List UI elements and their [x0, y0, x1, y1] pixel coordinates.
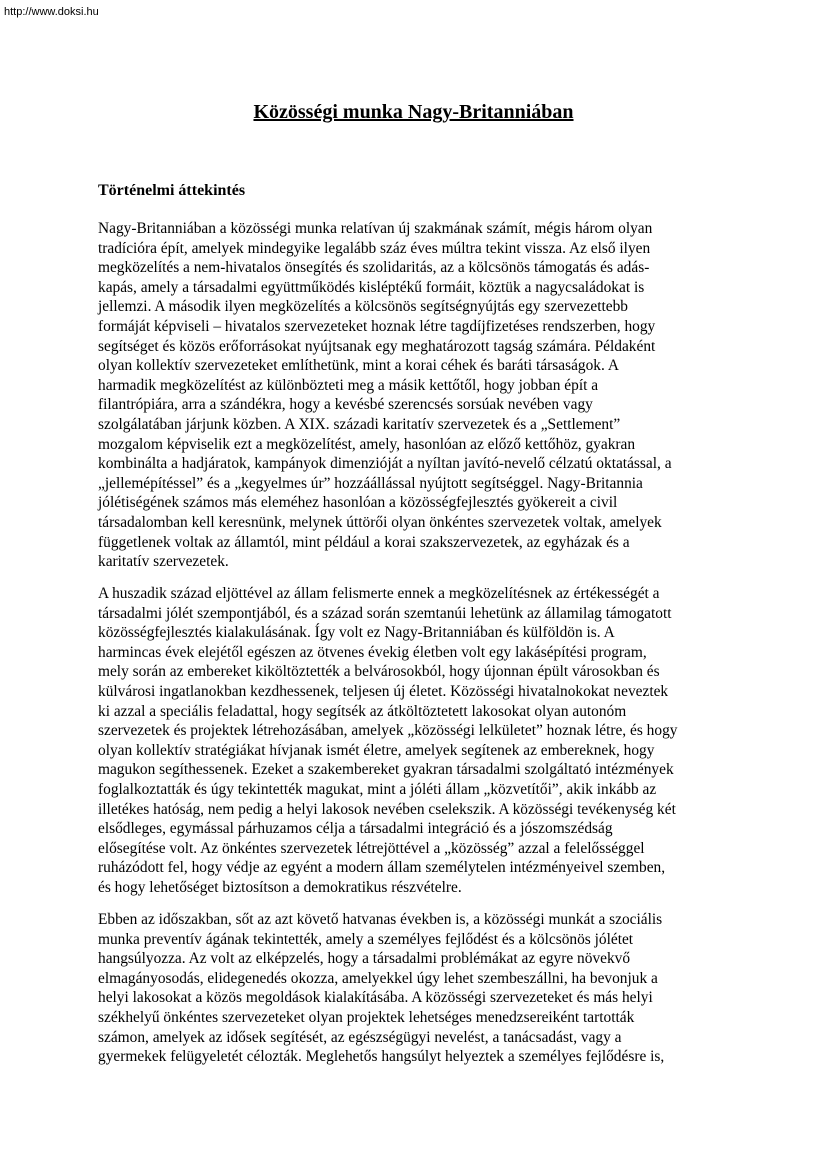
text-line: filantrópiára, arra a szándékra, hogy a kevésbé szerencsés sorsúak nevében vagy — [98, 396, 593, 414]
text-line: segítséget és közös erőforrásokat nyújtsanak egy meghatározott tagság számára. Példaként — [98, 337, 656, 355]
text-line: szervezetek és projektek létrehozásában, amelyek „közösségi lelkületet” hoznak létre, és hogy — [98, 722, 678, 740]
text-line: olyan kollektív stratégiákat hívjanak ismét életre, amelyek segítenek az embereknek, hogy — [98, 741, 655, 759]
text-line: jólétiségének számos más eleméhez hasonlóan a közösségfejlesztés gyökereit a civil — [98, 494, 618, 512]
text-line: elmagányosodás, elidegenedés okozza, amelyekkel úgy lehet szembeszállni, ha bevonjuk a — [98, 969, 658, 987]
text-line: ruházódott fel, hogy védje az egyént a modern állam személytelen intézményeivel szemben, — [98, 859, 666, 877]
text-line: társadalmi jólét szempontjából, és a század során szemtanúi lehetünk az államilag támogatott — [98, 604, 672, 622]
text-line: kombinálta a hadjáratok, kampányok dimenzióját a nyíltan javító-nevelő célzatú oktatással, a — [98, 455, 672, 473]
text-line: Ebben az időszakban, sőt az azt követő hatvanas években is, a közösségi munkát a szociális — [98, 911, 663, 928]
text-line: olyan kollektív szervezeteket említhetünk, mint a korai céhek és baráti társaságok. A — [98, 357, 619, 375]
text-line: harmincas évek elejétől egészen az ötvenes évekig életben volt egy lakásépítési program, — [98, 643, 647, 661]
text-line: tradícióra épít, amelyek mindegyike legalább száz éves múltra tekint vissza. Az első ilyen — [98, 239, 651, 257]
text-line: és hogy lehetőséget biztosítson a demokratikus részvételre. — [98, 878, 462, 896]
text-line: ki azzal a speciális feladattal, hogy segítsék az átköltöztetett lakosokat olyan autonóm — [98, 702, 627, 720]
text-line: társadalomban kell keresnünk, melynek úttörői olyan önkéntes szervezetek voltak, amelyek — [98, 513, 662, 531]
text-line: külvárosi ingatlanokban kezdhessenek, teljesen új életet. Közösségi hivatalnokokat neveztek — [98, 682, 669, 700]
paragraph-3 — [98, 910, 664, 1067]
text-line: jellemzi. A második ilyen megközelítés a kölcsönös segítségnyújtás egy szervezettebb — [98, 298, 628, 316]
text-line: foglalkoztatták és úgy tekintették magukat, mint a jóléti állam „közvetítői”, akik inkább az — [98, 780, 657, 798]
paragraph-2 — [98, 584, 677, 898]
text-line: formáját képviseli – hivatalos szervezeteket hoznak létre tagdíjfizetéses rendszerben, hogy — [98, 317, 656, 335]
text-line: helyi lakosokat a közös megoldások kialakításába. A közösségi szervezeteket és más helyi — [98, 989, 653, 1007]
text-line: Nagy-Britanniában a közösségi munka relatívan új szakmának számít, mégis három olyan — [98, 220, 653, 237]
text-line: harmadik megközelítést az különbözteti meg a másik kettőtől, hogy jobban épít a — [98, 376, 599, 394]
text-line: mely során az embereket kiköltöztették a belvárosokból, hogy újonnan épült városokban és — [98, 663, 660, 681]
text-line: illetékes hatóság, nem pedig a helyi lakosok nevében cselekszik. A közösségi tevékenység két — [98, 800, 676, 818]
text-line: elősegítése volt. Az önkéntes szervezetek létrejöttével a „közösség” azzal a felelősséggel — [98, 839, 645, 857]
text-line: „jellemépítéssel” és a „kegyelmes úr” hozzáállással nyújtott segítséggel. Nagy-Britannia — [98, 474, 643, 492]
text-line: megközelítés a nem-hivatalos önsegítés és szolidaritás, az a kölcsönös támogatás és adás- — [98, 259, 650, 277]
text-line: függetlenek voltak az államtól, mint például a korai szakszervezetek, az egyházak és a — [98, 533, 630, 551]
text-line: elsődleges, egymással párhuzamos célja a társadalmi integráció és a jószomszédság — [98, 820, 613, 838]
text-line: számon, amelyek az idősek segítését, az egészségügyi nevelést, a tanácsadást, vagy a — [98, 1028, 622, 1046]
text-line: karitatív szervezetek. — [98, 553, 229, 571]
text-line: szolgálatában járjunk közben. A XIX. századi karitatív szervezetek és a „Settlement” — [98, 415, 621, 433]
text-line: mozgalom képviselik ezt a megközelítést, amely, hasonlóan az előző kettőhöz, gyakran — [98, 435, 636, 453]
source-url[interactable]: http://www.doksi.hu — [4, 6, 99, 18]
paragraph-1 — [98, 219, 672, 572]
text-line: székhelyű önkéntes szervezeteket olyan projektek lehetséges menedzsereiként tartották — [98, 1008, 635, 1026]
section-heading: Történelmi áttekintés — [98, 182, 246, 199]
text-line: gyermekek felügyeletét célozták. Meglehetős hangsúlyt helyeztek a személyes fejlődésre is, — [98, 1048, 665, 1066]
text-line: magukon segíthessenek. Ezeket a szakembereket gyakran társadalmi szolgáltató intézmények — [98, 761, 674, 779]
text-line: munka preventív ágának tekintették, amely a személyes fejlődést és a kölcsönös jólétet — [98, 930, 634, 948]
text-line: hangsúlyozza. Az volt az elképzelés, hogy a társadalmi problémákat az egyre növekvő — [98, 950, 631, 968]
text-line: kapás, amely a társadalmi együttműködés kisléptékű formáit, köztük a nagycsaládokat is — [98, 278, 645, 296]
text-line: A huszadik század eljöttével az állam felismerte ennek a megközelítésnek az értékességét a — [98, 585, 660, 602]
text-line: közösségfejlesztés kialakulásának. Így volt ez Nagy-Britanniában és külföldön is. A — [98, 624, 615, 642]
page-title: Közösségi munka Nagy-Britanniában — [253, 101, 574, 123]
